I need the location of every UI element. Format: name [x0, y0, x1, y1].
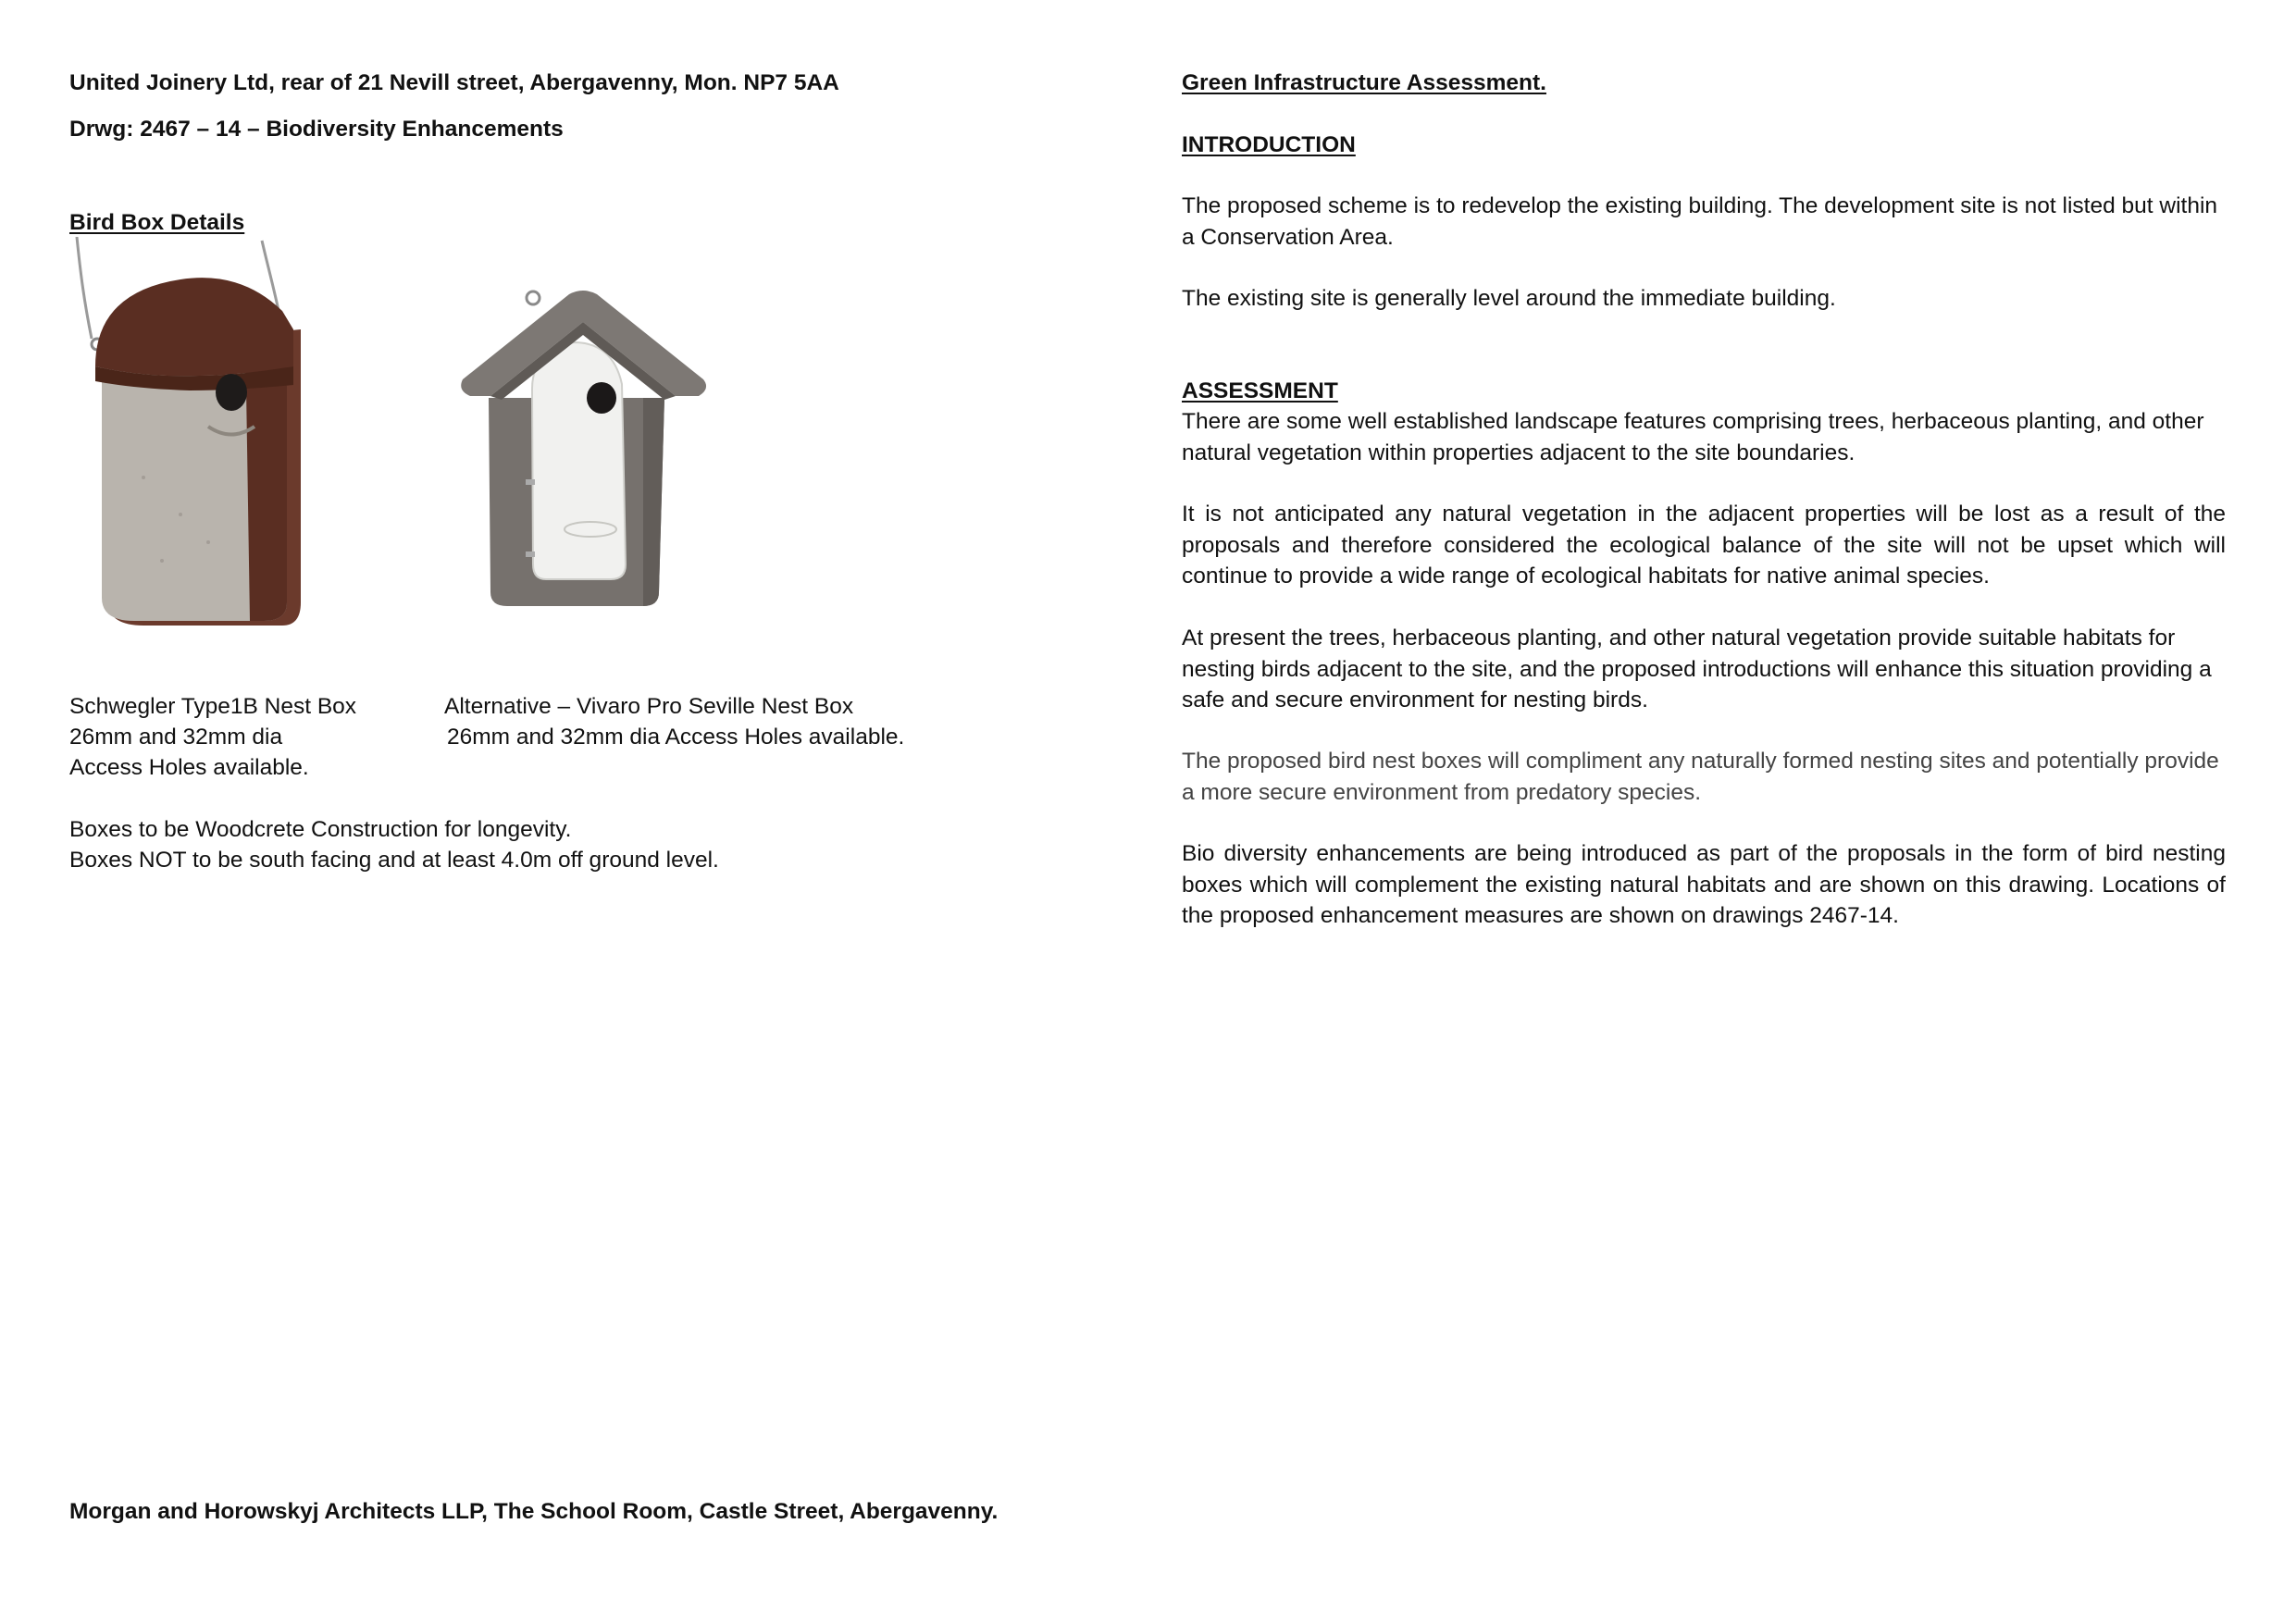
assessment-paragraph-1: There are some well established landscape features comprising trees, herbaceous planting, and other natural vegetation within properties adjacent to the site boundaries.: [1182, 409, 2204, 465]
drawing-line: Drwg: 2467 – 14 – Biodiversity Enhancements: [69, 117, 564, 142]
assessment-paragraph-5: Bio diversity enhancements are being introduced as part of the proposals in the form of bird nesting boxes which will complement the existing natural habitats and are shown on this drawing. Locations of the proposed enhancement measures are shown on drawings 2467-14.: [1182, 841, 2226, 928]
intro-paragraph-2: The existing site is generally level around the immediate building.: [1182, 286, 1836, 311]
schwegler-nest-box-image: [69, 237, 319, 635]
report-title: Green Infrastructure Assessment.: [1182, 70, 1546, 95]
address-line: United Joinery Ltd, rear of 21 Nevill street, Abergavenny, Mon. NP7 5AA: [69, 70, 839, 95]
introduction-heading: INTRODUCTION: [1182, 132, 1356, 157]
vivaro-nest-box-image: [453, 287, 713, 615]
box2-name: Alternative – Vivaro Pro Seville Nest Box: [444, 694, 854, 719]
assessment-heading: ASSESSMENT: [1182, 378, 1338, 403]
box2-dia-access: 26mm and 32mm dia Access Holes available.: [447, 725, 905, 750]
assessment-paragraph-3: At present the trees, herbaceous planting, and other natural vegetation provide suitable habitats for nesting birds adjacent to the site, and the proposed introductions will enhance this situation providing a safe and secure environment for nesting birds.: [1182, 626, 2212, 712]
intro-paragraph-1: The proposed scheme is to redevelop the existing building. The development site is not listed but within a Conservation Area.: [1182, 193, 2218, 250]
orientation-note: Boxes NOT to be south facing and at least 4.0m off ground level.: [69, 848, 719, 873]
construction-note: Boxes to be Woodcrete Construction for longevity.: [69, 817, 572, 842]
box1-dia: 26mm and 32mm dia: [69, 725, 283, 750]
box1-name: Schwegler Type1B Nest Box: [69, 694, 357, 719]
box1-access: Access Holes available.: [69, 755, 309, 780]
footer-architect: Morgan and Horowskyj Architects LLP, The School Room, Castle Street, Abergavenny.: [69, 1499, 999, 1524]
assessment-paragraph-4: The proposed bird nest boxes will compliment any naturally formed nesting sites and potentially provide a more secure environment from predatory species.: [1182, 749, 2219, 805]
assessment-paragraph-2: It is not anticipated any natural vegetation in the adjacent properties will be lost as a result of the proposals and therefore considered the ecological balance of the site will not be upset which will continue to provide a wide range of ecological habitats for native animal species.: [1182, 502, 2226, 588]
bird-box-heading: Bird Box Details: [69, 210, 245, 235]
